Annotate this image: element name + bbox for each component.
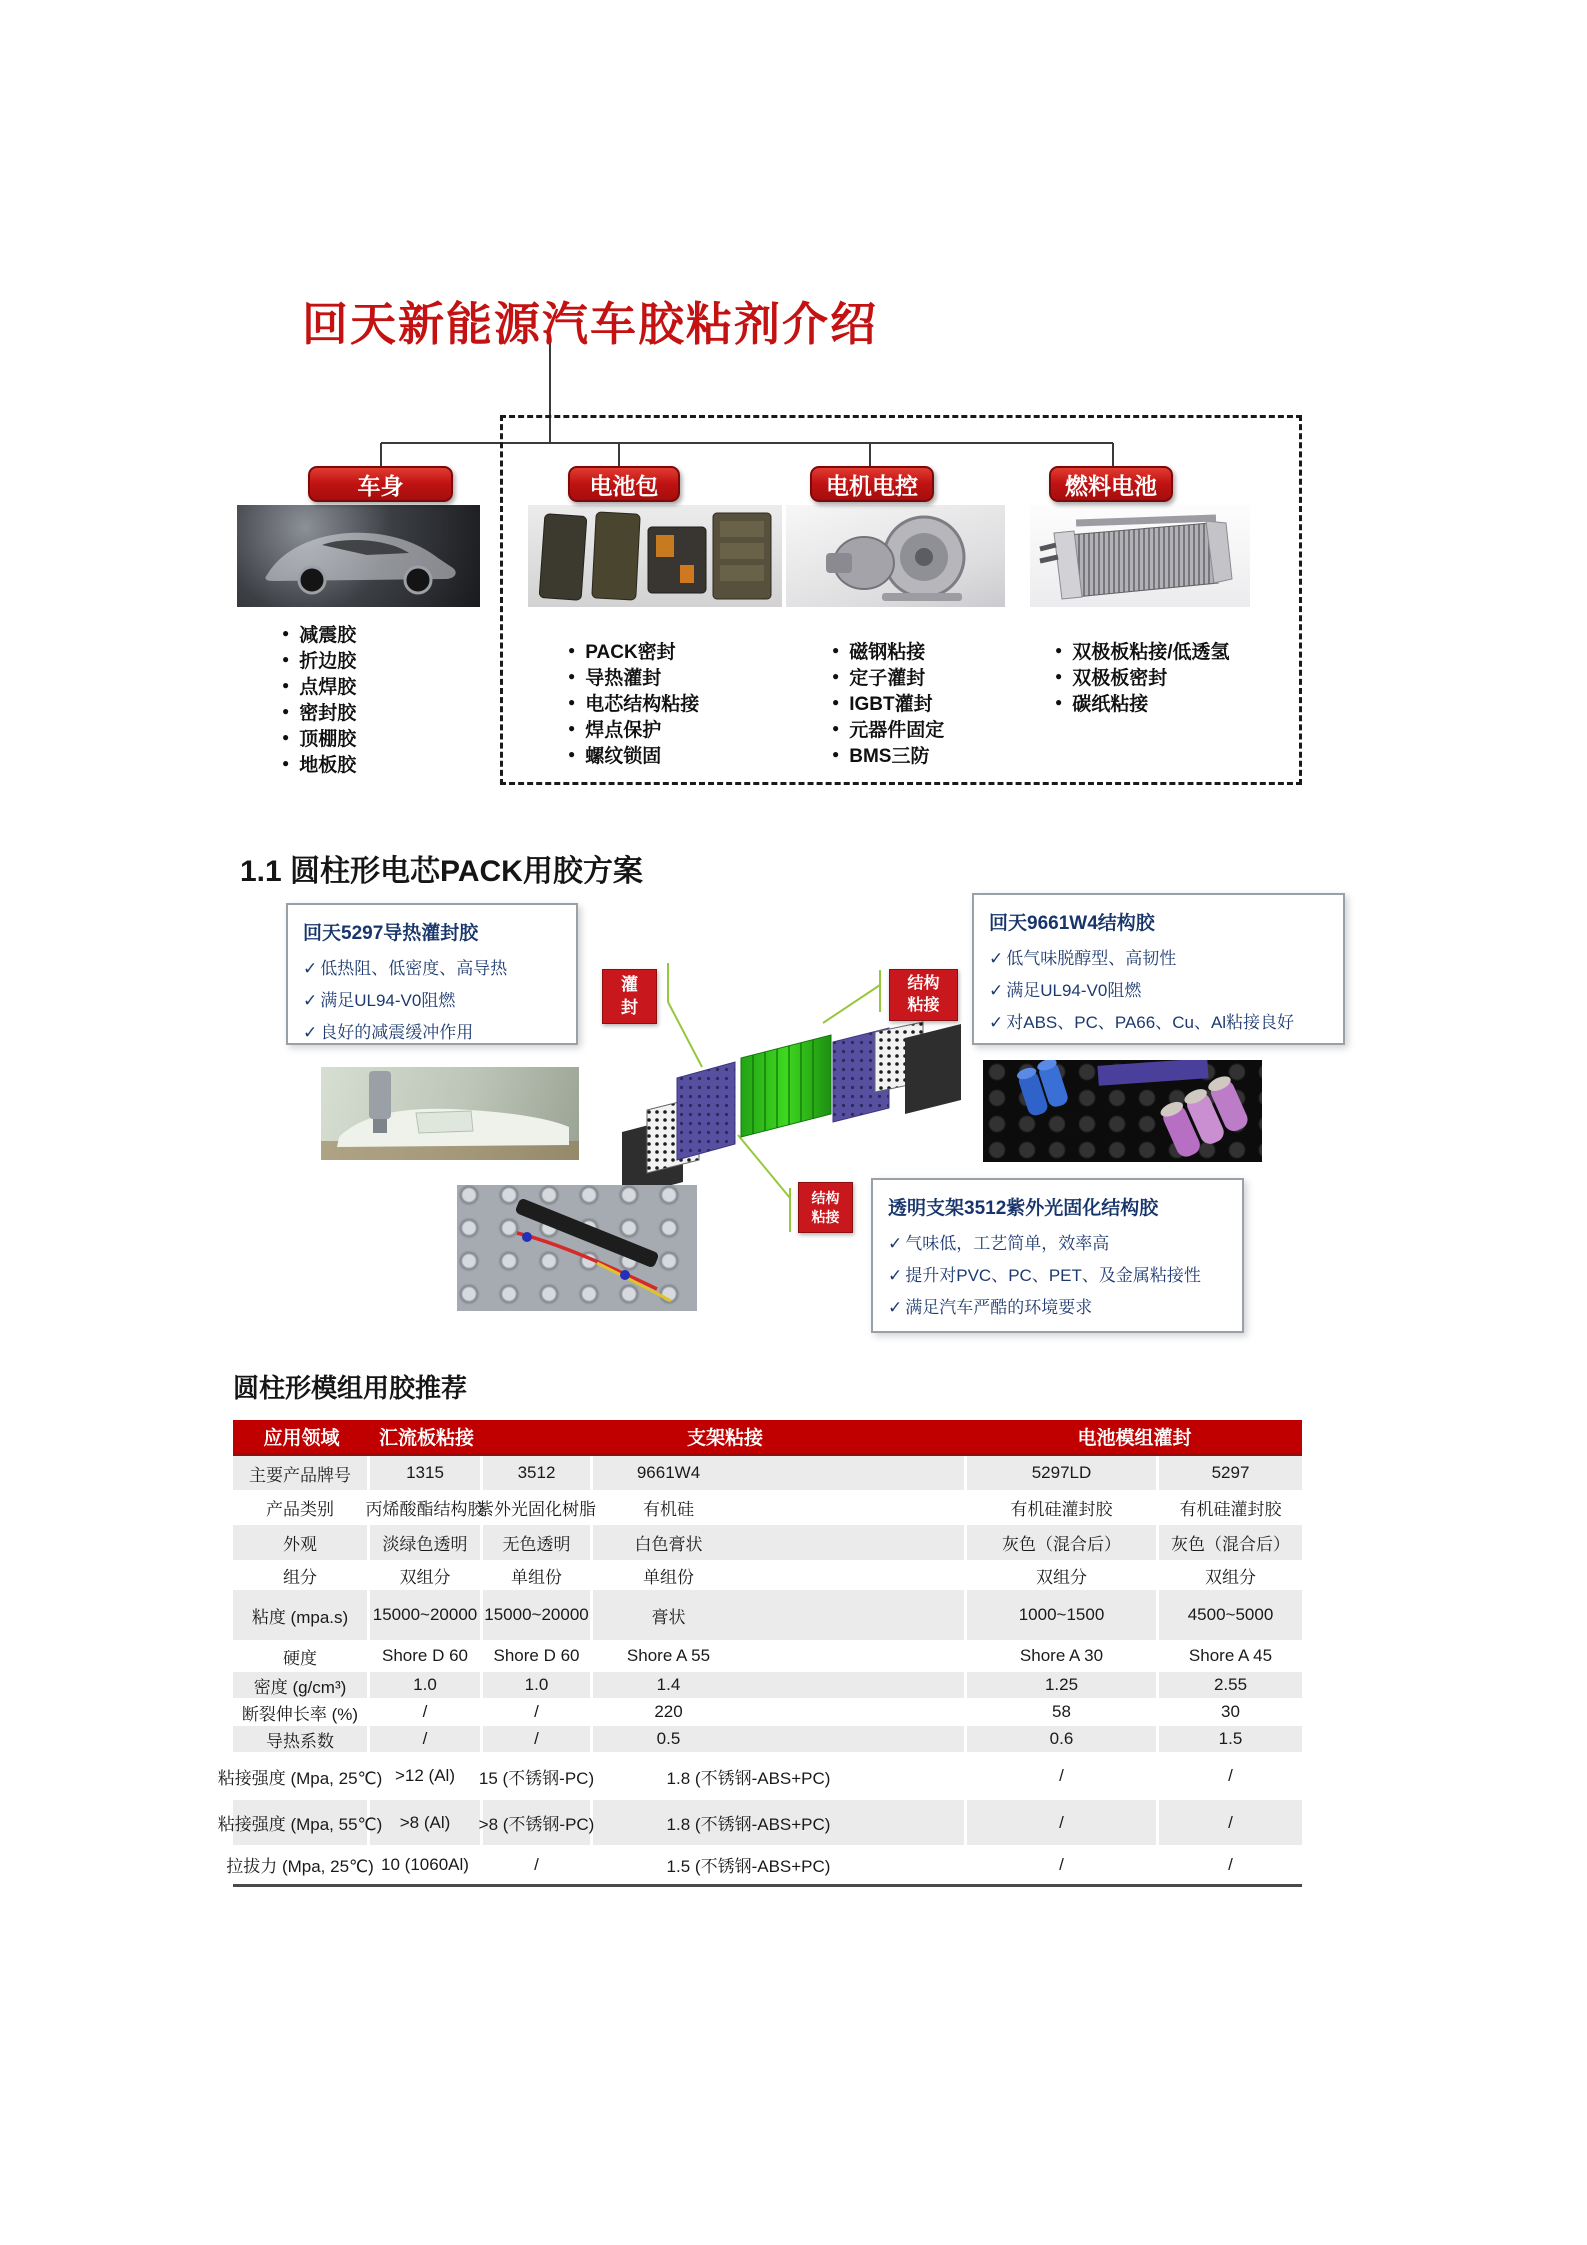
table-cell: 5297LD [967,1456,1159,1490]
callout-point-label: 良好的减震缓冲作用 [320,1023,474,1042]
table-row [217,1752,1302,1800]
bullet-icon: ● [832,669,840,683]
table-cell: 单组份 [593,1560,967,1590]
list-item-label: 双极板粘接/低透氢 [1072,641,1230,663]
table-cell: / [483,1698,593,1726]
row-label: 粘接强度 (Mpa, 25℃) [233,1752,370,1800]
table-cell: / [967,1752,1159,1800]
table-cell: / [483,1726,593,1752]
fuel-cell-stack-graphic [1030,505,1250,607]
bullet-icon: ● [282,678,290,692]
list-item [832,663,944,689]
table-cell: 1.25 [967,1672,1159,1698]
row-label: 断裂伸长率 (%) [233,1698,370,1726]
table-cell: 1.0 [483,1672,593,1698]
callout-point [989,944,1328,969]
check-icon: ✓ [989,1013,1004,1032]
check-icon: ✓ [989,949,1004,968]
row-label: 导热系数 [233,1726,370,1752]
table-cell: 15000~20000 [370,1590,483,1640]
list-item-label: 元器件固定 [849,719,945,741]
callout-point-label: 对ABS、PC、PA66、Cu、Al粘接良好 [1006,1013,1295,1032]
list-item-label: PACK密封 [585,641,676,663]
bullet-icon: ● [568,747,576,761]
list-item-label: BMS三防 [849,745,930,767]
list-item-label: 电芯结构粘接 [585,693,700,715]
list-item [282,620,356,646]
row-label: 产品类别 [233,1490,370,1525]
table-cell: 紫外光固化树脂 [483,1490,593,1525]
table-cell: >8 (不锈钢-PC) [483,1800,593,1845]
row-label: 组分 [233,1560,370,1590]
callout-point-label: 满足汽车严酷的环境要求 [905,1298,1093,1317]
list-item [282,750,356,776]
list-item [568,689,699,715]
callout-point [303,1018,561,1043]
table-cell: 淡绿色透明 [370,1525,483,1560]
battery-pack-photo [528,505,782,607]
car-body-photo [237,505,480,607]
table-cell: / [370,1726,483,1752]
list-item-label: 碳纸粘接 [1072,693,1149,715]
table-cell: 0.6 [967,1726,1159,1752]
callout-point [989,976,1328,1001]
table-cell: 2.55 [1213,1675,1248,1694]
product-table [217,1420,1302,1887]
table-cell: 有机硅灌封胶 [1179,1500,1282,1519]
table-row [233,1560,1302,1590]
list-item [568,715,699,741]
cells-graphic [983,1060,1262,1162]
callout-title: 回天9661W4结构胶 [989,913,1155,934]
callout-3512 [871,1178,1244,1333]
table-row [233,1490,1302,1525]
tag-label: 灌封 [621,974,638,1017]
section-heading: 1.1 圆柱形电芯PACK用胶方案 [240,855,643,888]
tag-structural-bond-right [889,969,958,1021]
table-cell: / [967,1800,1159,1845]
table-header-row [233,1420,1302,1456]
table-cell: 220 [593,1698,967,1726]
bullet-icon: ● [832,695,840,709]
table-cell: 3512 [483,1456,593,1490]
table-row [233,1640,1302,1672]
bullet-icon: ● [568,721,576,735]
callout-point [888,1229,1227,1254]
list-item [832,741,944,767]
table-cell: 无色透明 [483,1525,593,1560]
bullet-icon: ● [1055,695,1063,709]
table-cell: 0.5 [593,1726,967,1752]
tag-label: 结构粘接 [907,975,940,1014]
callout-point [888,1261,1227,1286]
table-cell: Shore A 30 [967,1640,1159,1672]
callout-9661w4 [972,893,1345,1045]
table-cell: / [370,1698,483,1726]
callout-point-label: 满足UL94-V0阻燃 [1006,981,1142,1000]
category-box-motor-control: 电机电控 [810,466,934,502]
table-cell: / [1228,1812,1233,1832]
bullet-icon: ● [282,626,290,640]
bullet-icon: ● [282,652,290,666]
callout-point-label: 提升对PVC、PC、PET、及金属粘接性 [905,1266,1201,1285]
callout-point [303,954,561,979]
table-row [217,1800,1302,1845]
row-label: 主要产品牌号 [233,1456,370,1490]
bullet-icon: ● [832,747,840,761]
callout-point-label: 低气味脱醇型、高韧性 [1006,949,1177,968]
table-cell: 5297 [1211,1463,1250,1482]
row-label: 硬度 [233,1640,370,1672]
list-item-label: 减震胶 [299,624,357,646]
bullet-icon: ● [568,643,576,657]
list-item [282,672,356,698]
list-item-label: 定子灌封 [849,667,926,689]
battery-pack-graphic [528,505,782,607]
table-cell: 1.8 (不锈钢-ABS+PC) [593,1752,967,1800]
bullet-icon: ● [1055,669,1063,683]
table-cell: / [1228,1854,1233,1874]
check-icon: ✓ [989,981,1004,1000]
bullet-icon: ● [568,695,576,709]
list-item-label: 磁钢粘接 [849,641,926,663]
table-cell: Shore A 45 [1188,1646,1273,1665]
list-item-label: 地板胶 [299,754,357,776]
list-item [568,663,699,689]
table-cell: 白色膏状 [593,1525,967,1560]
list-item [568,741,699,767]
bullet-icon: ● [282,730,290,744]
list-item [282,646,356,672]
list-item [832,689,944,715]
list-item-label: 点焊胶 [299,676,357,698]
table-cell: 30 [1221,1702,1240,1721]
list-item [832,637,944,663]
table-cell: 膏状 [593,1590,967,1640]
table-cell: 双组分 [1205,1567,1256,1587]
callout-point [888,1293,1227,1318]
busbar-plate-photo [457,1185,697,1311]
list-item-label: 密封胶 [299,702,357,724]
exploded-module-diagram [605,1020,965,1195]
category-box-battery-pack: 电池包 [568,466,680,502]
list-item [832,715,944,741]
table-row [233,1726,1302,1752]
table-cell: 1.0 [370,1672,483,1698]
check-icon: ✓ [888,1266,903,1285]
check-icon: ✓ [303,1023,318,1042]
table-header-cell: 电池模组灌封 [1077,1428,1192,1449]
table-cell: >8 (Al) [370,1800,483,1845]
table-row [233,1525,1302,1560]
bullet-icon: ● [282,704,290,718]
bullet-icon: ● [1055,643,1063,657]
tag-potting [602,969,657,1024]
bullet-icon: ● [568,669,576,683]
check-icon: ✓ [888,1298,903,1317]
table-cell: >12 (Al) [370,1752,483,1800]
table-cell: 1000~1500 [967,1590,1159,1640]
row-label: 密度 (g/cm³) [233,1672,370,1698]
table-cell: 1.5 (不锈钢-ABS+PC) [593,1845,967,1884]
table-cell: 15000~20000 [483,1590,593,1640]
table-cell: 灰色（混合后） [967,1525,1159,1560]
bullet-icon: ● [282,756,290,770]
potting-graphic [321,1067,579,1160]
tag-label: 结构粘接 [811,1189,840,1225]
list-item [1055,637,1230,663]
tag-structural-bond-bottom [798,1182,853,1233]
wire-bar-graphic [457,1185,697,1311]
callout-point-label: 满足UL94-V0阻燃 [320,991,456,1010]
table-cell: 1.8 (不锈钢-ABS+PC) [593,1800,967,1845]
table-cell: 有机硅灌封胶 [967,1490,1159,1525]
table-cell: Shore D 60 [370,1640,483,1672]
table-cell: / [967,1845,1159,1884]
row-label: 粘度 (mpa.s) [233,1590,370,1640]
list-item-label: 折边胶 [299,650,357,672]
list-item-label: 双极板密封 [1072,667,1168,689]
bullet-icon: ● [832,721,840,735]
table-header-cell: 应用领域 [263,1428,340,1449]
table-title: 圆柱形模组用胶推荐 [233,1373,468,1403]
callout-point [989,1008,1328,1033]
table-row [233,1672,1302,1698]
row-label: 粘接强度 (Mpa, 55℃) [233,1800,370,1845]
motor-photo [786,505,1005,607]
callout-title: 透明支架3512紫外光固化结构胶 [888,1198,1159,1219]
table-cell: 有机硅 [593,1490,967,1525]
table-header-cell: 汇流板粘接 [378,1428,474,1449]
list-item [568,637,699,663]
list-item-label: 螺纹锁固 [585,745,662,767]
fuel-cell-adhesive-list [1055,637,1230,715]
table-cell: 双组分 [967,1560,1159,1590]
table-header-cell: 支架粘接 [686,1428,763,1449]
table-cell: 9661W4 [593,1456,967,1490]
table-cell: 10 (1060Al) [370,1845,483,1884]
list-item [1055,663,1230,689]
table-cell: 灰色（混合后） [1171,1535,1290,1554]
row-label: 拉拔力 (Mpa, 25℃) [233,1845,370,1884]
table-cell: 1.5 [1218,1729,1243,1748]
page-title: 回天新能源汽车胶粘剂介绍 [302,298,878,350]
car-silhouette [237,505,480,607]
fuel-cell-photo [1030,505,1250,607]
category-box-body: 车身 [308,466,453,502]
potting-process-photo [321,1067,579,1160]
table-cell: 4500~5000 [1187,1605,1274,1624]
category-box-fuel-cell: 燃料电池 [1049,466,1173,502]
bullet-icon: ● [832,643,840,657]
table-cell: Shore D 60 [483,1640,593,1672]
motor-control-adhesive-list [832,637,944,767]
check-icon: ✓ [888,1234,903,1253]
callout-point-label: 气味低，工艺简单，效率高 [905,1234,1110,1253]
table-row [233,1590,1302,1640]
list-item [1055,689,1230,715]
table-row [233,1456,1302,1490]
callout-title: 回天5297导热灌封胶 [303,923,479,944]
list-item-label: 导热灌封 [585,667,662,689]
motor-graphic [786,505,1005,607]
table-cell: 58 [967,1698,1159,1726]
callout-point [303,986,561,1011]
callout-5297 [286,903,578,1045]
table-row [226,1845,1302,1887]
table-cell: 1315 [370,1456,483,1490]
callout-point-label: 低热阻、低密度、高导热 [320,959,508,978]
table-cell: 1.4 [593,1672,967,1698]
table-row [233,1698,1302,1726]
table-cell: 单组份 [483,1560,593,1590]
list-item [282,698,356,724]
row-label: 外观 [233,1525,370,1560]
list-item-label: 顶棚胶 [299,728,357,750]
list-item-label: 焊点保护 [585,719,662,741]
battery-pack-adhesive-list [568,637,699,767]
list-item [282,724,356,750]
table-cell: 双组分 [370,1560,483,1590]
body-adhesive-list [282,620,356,776]
list-item-label: IGBT灌封 [849,693,933,715]
table-cell: 丙烯酸酯结构胶 [370,1490,483,1525]
table-cell: Shore A 55 [593,1640,967,1672]
cell-holder-photo [983,1060,1262,1162]
table-cell: / [483,1845,593,1884]
check-icon: ✓ [303,959,318,978]
check-icon: ✓ [303,991,318,1010]
table-cell: 15 (不锈钢-PC) [483,1752,593,1800]
table-cell: / [1228,1766,1233,1785]
